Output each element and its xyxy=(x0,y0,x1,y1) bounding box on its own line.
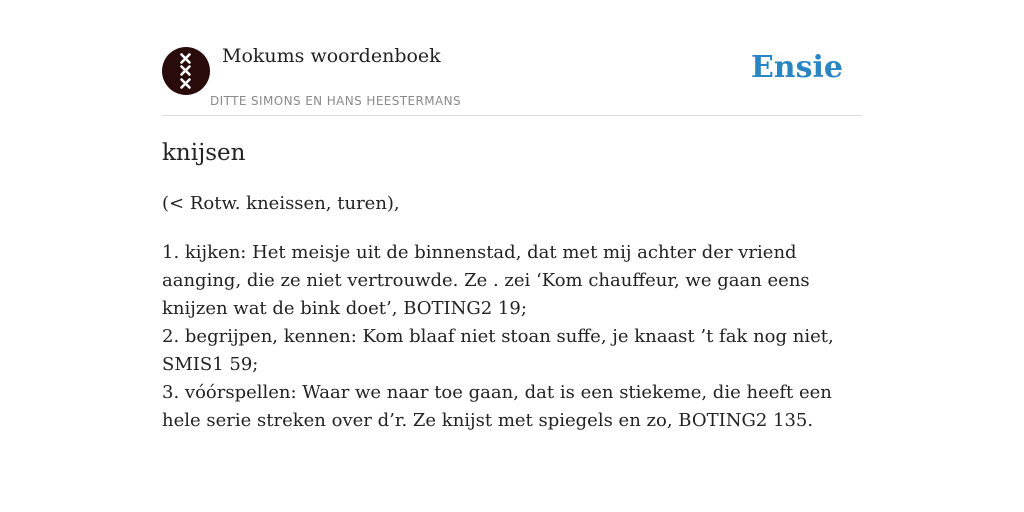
entry-senses xyxy=(162,239,862,435)
dictionary-authors: DITTE SIMONS EN HANS HEESTERMANS xyxy=(210,94,462,108)
header-divider xyxy=(162,115,862,116)
amsterdam-crosses-icon[interactable] xyxy=(162,47,210,95)
crosses-glyph xyxy=(162,47,210,95)
ensie-brand-link[interactable]: Ensie xyxy=(750,50,843,85)
sense-item: 2. begrijpen, kennen: Kom blaaf niet stoan suffe, je knaast ’t fak nog niet, SMIS1 59; xyxy=(162,326,834,375)
sense-item: 1. kijken: Het meisje uit de binnenstad, dat met mij achter der vriend aanging, die ze niet vertrouwde. Ze . zei ‘Kom chauffeur, we gaan eens knijzen wat de bink doet’, BOTING2 19; xyxy=(162,242,810,319)
dictionary-title-link[interactable]: Mokums woordenboek xyxy=(222,45,441,67)
sense-item: 3. vóórspellen: Waar we naar toe gaan, dat is een stiekeme, die heeft een hele serie streken over d’r. Ze knijst met spiegels en zo, BOTING2 135. xyxy=(162,382,832,431)
entry-etymology: (< Rotw. kneissen, turen), xyxy=(162,193,400,214)
page xyxy=(162,0,862,512)
entry-headword: knijsen xyxy=(162,140,246,166)
